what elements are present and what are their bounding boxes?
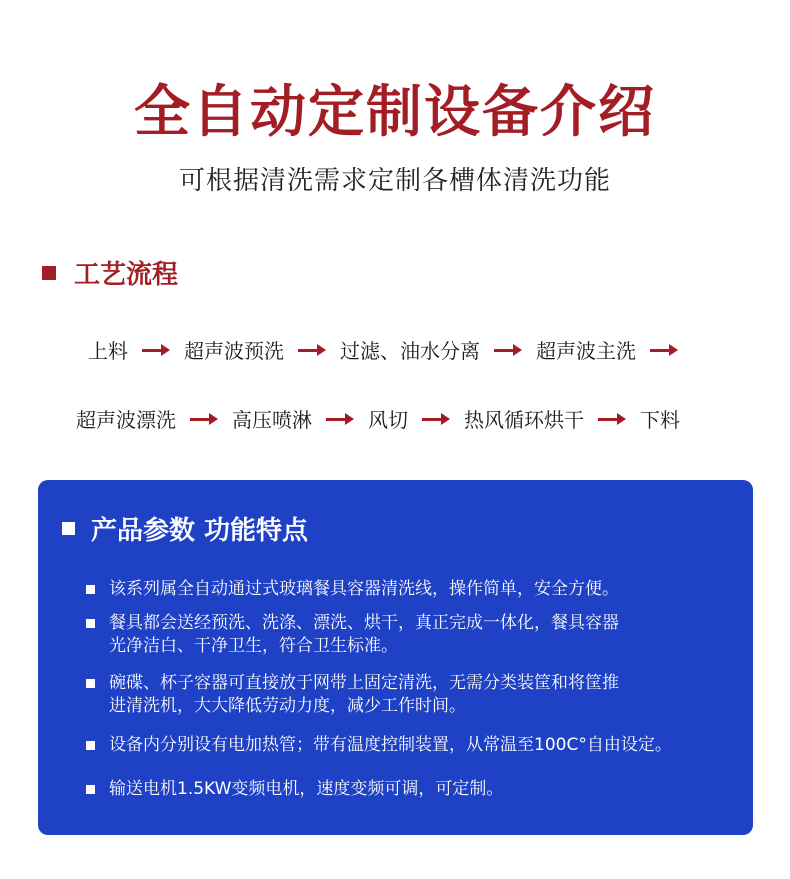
list-item bbox=[86, 734, 746, 757]
arrow-right-icon bbox=[494, 342, 522, 358]
process-heading-text: 工艺流程 bbox=[74, 260, 179, 290]
feature-text: 餐具都会送经预洗、洗涤、漂洗、烘干，真正完成一体化，餐具容器 光净洁白、干净卫生，符合卫生标准。 bbox=[109, 613, 619, 656]
process-step: 超声波漂洗 bbox=[76, 408, 176, 432]
features-list bbox=[86, 578, 746, 801]
process-flow-row-1 bbox=[0, 335, 790, 364]
square-bullet-icon bbox=[86, 585, 95, 594]
square-bullet-icon bbox=[62, 522, 75, 535]
list-item bbox=[86, 672, 746, 718]
square-bullet-icon bbox=[86, 785, 95, 794]
page-subtitle: 可根据清洗需求定制各槽体清洗功能 bbox=[178, 166, 611, 196]
feature-text: 碗碟、杯子容器可直接放于网带上固定清洗，无需分类装筐和将筐推 进清洗机，大大降低劳动力度，减少工作时间。 bbox=[109, 673, 619, 716]
process-flow-row-2 bbox=[0, 404, 790, 433]
square-bullet-icon bbox=[86, 679, 95, 688]
process-step: 过滤、油水分离 bbox=[340, 339, 480, 363]
process-step: 上料 bbox=[88, 339, 128, 363]
features-panel bbox=[38, 480, 753, 835]
process-step: 风切 bbox=[368, 408, 408, 432]
arrow-right-icon bbox=[190, 411, 218, 427]
process-step: 超声波主洗 bbox=[536, 339, 636, 363]
list-item bbox=[86, 778, 746, 801]
features-section-heading bbox=[62, 510, 308, 547]
arrow-right-icon bbox=[598, 411, 626, 427]
square-bullet-icon bbox=[86, 741, 95, 750]
square-bullet-icon bbox=[42, 266, 56, 280]
process-step: 下料 bbox=[640, 408, 680, 432]
features-heading-text: 产品参数 功能特点 bbox=[91, 516, 309, 546]
list-item bbox=[86, 578, 746, 601]
feature-text: 输送电机1.5KW变频电机，速度变频可调，可定制。 bbox=[109, 779, 504, 799]
feature-text: 设备内分别设有电加热管；带有温度控制装置，从常温至100C°自由设定。 bbox=[109, 735, 672, 755]
page-title: 全自动定制设备介绍 bbox=[134, 80, 656, 145]
arrow-right-icon bbox=[326, 411, 354, 427]
process-step: 超声波预洗 bbox=[184, 339, 284, 363]
square-bullet-icon bbox=[86, 619, 95, 628]
process-section-heading bbox=[42, 254, 178, 291]
arrow-right-icon bbox=[298, 342, 326, 358]
process-step: 热风循环烘干 bbox=[464, 408, 584, 432]
process-step: 高压喷淋 bbox=[232, 408, 312, 432]
feature-text: 该系列属全自动通过式玻璃餐具容器清洗线，操作简单，安全方便。 bbox=[109, 579, 619, 599]
arrow-right-icon bbox=[650, 342, 678, 358]
arrow-right-icon bbox=[422, 411, 450, 427]
arrow-right-icon bbox=[142, 342, 170, 358]
list-item bbox=[86, 612, 746, 658]
